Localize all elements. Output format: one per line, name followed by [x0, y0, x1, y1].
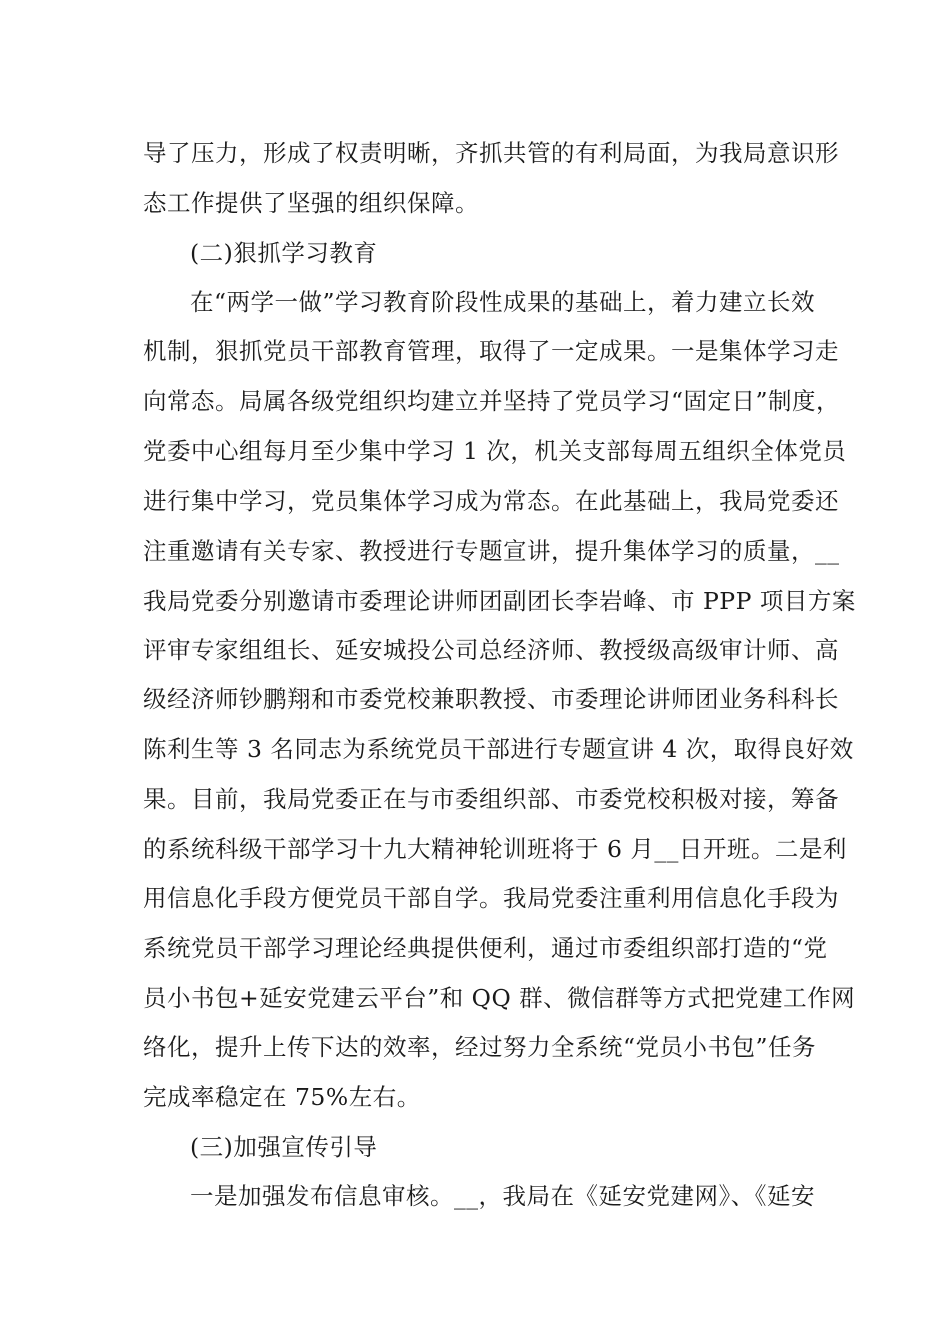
paragraph-line: 导了压力，形成了权责明晰，齐抓共管的有利局面，为我局意识形: [143, 139, 839, 167]
paragraph-line: 态工作提供了坚强的组织保障。: [143, 189, 479, 217]
paragraph-line: 络化，提升上传下达的效率，经过努力全系统“党员小书包”任务: [143, 1033, 817, 1061]
paragraph-line: 评审专家组组长、延安城投公司总经济师、教授级高级审计师、高: [143, 636, 839, 664]
paragraph-line: 在“两学一做”学习教育阶段性成果的基础上，着力建立长效: [190, 288, 816, 316]
paragraph-line: 的系统科级干部学习十九大精神轮训班将于 6 月__日开班。二是利: [143, 835, 847, 863]
paragraph-line: 果。目前，我局党委正在与市委组织部、市委党校积极对接，筹备: [143, 785, 839, 813]
section-heading: (二)狠抓学习教育: [190, 239, 378, 267]
paragraph-line: 我局党委分别邀请市委理论讲师团副团长李岩峰、市 PPP 项目方案: [143, 587, 856, 615]
paragraph-line: 进行集中学习，党员集体学习成为常态。在此基础上，我局党委还: [143, 487, 839, 515]
paragraph-line: 级经济师钞鹏翔和市委党校兼职教授、市委理论讲师团业务科科长: [143, 685, 839, 713]
paragraph-line: 党委中心组每月至少集中学习 1 次，机关支部每周五组织全体党员: [143, 437, 847, 465]
section-heading: (三)加强宣传引导: [190, 1133, 378, 1161]
paragraph-line: 员小书包+延安党建云平台”和 QQ 群、微信群等方式把党建工作网: [143, 984, 856, 1012]
paragraph-line: 用信息化手段方便党员干部自学。我局党委注重利用信息化手段为: [143, 884, 839, 912]
paragraph-line: 向常态。局属各级党组织均建立并坚持了党员学习“固定日”制度，: [143, 387, 841, 415]
paragraph-line: 注重邀请有关专家、教授进行专题宣讲，提升集体学习的质量，__: [143, 537, 840, 565]
paragraph-line: 完成率稳定在 75%左右。: [143, 1083, 421, 1111]
paragraph-line: 一是加强发布信息审核。__，我局在《延安党建网》、《延安: [190, 1182, 815, 1210]
paragraph-line: 机制，狠抓党员干部教育管理，取得了一定成果。一是集体学习走: [143, 337, 839, 365]
paragraph-line: 系统党员干部学习理论经典提供便利，通过市委组织部打造的“党: [143, 934, 828, 962]
paragraph-line: 陈利生等 3 名同志为系统党员干部进行专题宣讲 4 次，取得良好效: [143, 735, 854, 763]
